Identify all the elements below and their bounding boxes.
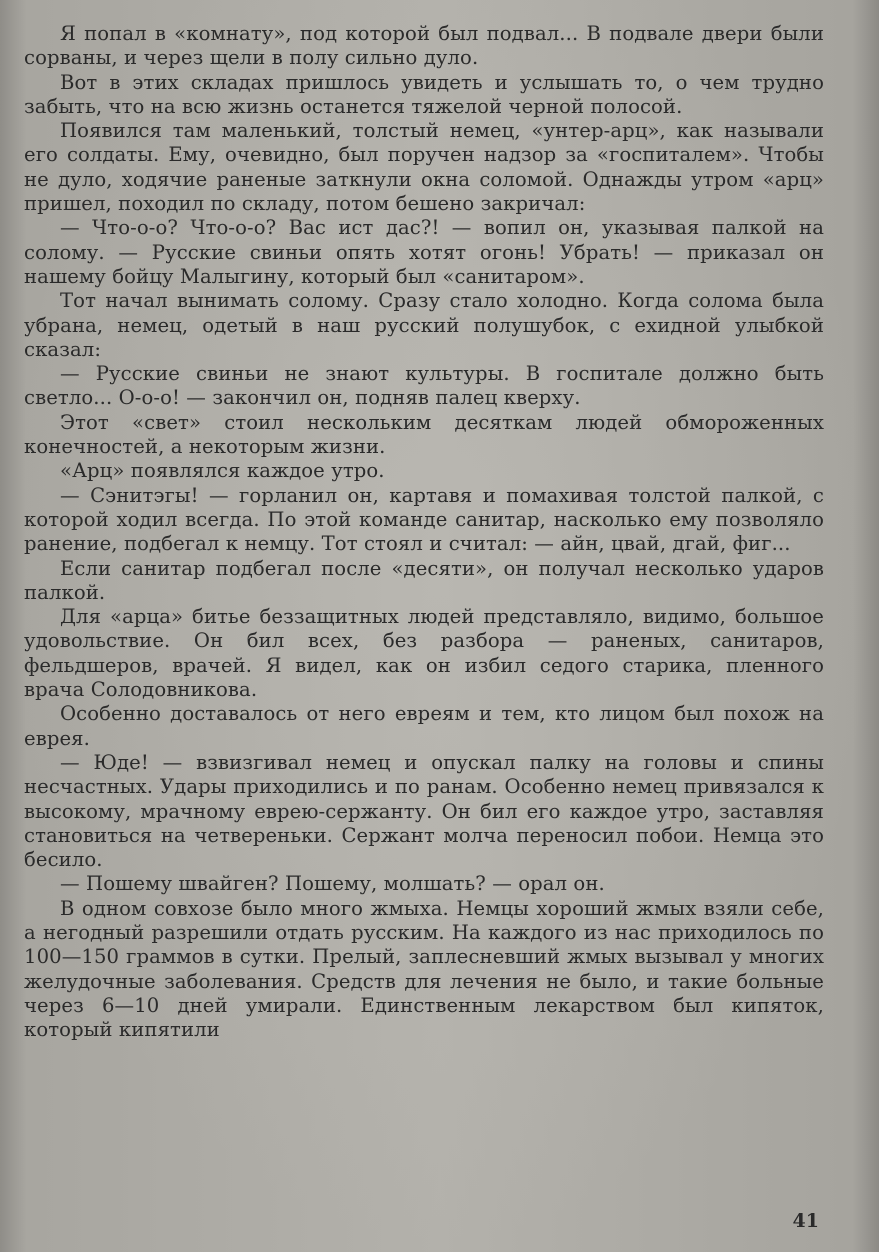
paragraph: — Пошему швайген? Пошему, молшать? — орал он. [60, 872, 605, 896]
paragraph: — Юде! — взвизгивал немец и опускал палку на головы и спины несчастных. Удары приходились и по ранам. Особенно немец привязался к высокому, мрачному еврею-сержанту. Он бил его каждое утро, заставляя становиться на четвереньки. Сержант молча переносил побои. Немца это бесило. [24, 750, 824, 872]
paragraph: — Русские свиньи не знают культуры. В госпитале должно быть светло... О-о-о! — закончил он, подняв палец кверху. [24, 362, 824, 410]
paragraph: Вот в этих складах пришлось увидеть и услышать то, о чем трудно забыть, что на всю жизнь останется тяжелой черной полосой. [24, 70, 824, 118]
paragraph: «Арц» появлялся каждое утро. [60, 459, 385, 483]
paragraph: Этот «свет» стоил нескольким десяткам людей обмороженных конечностей, а некоторым жизни. [24, 410, 824, 459]
paragraph: Тот начал вынимать солому. Сразу стало холодно. Когда солома была убрана, немец, одетый в наш русский полушубок, с ехидной улыбкой сказал: [24, 289, 824, 361]
paragraph: В одном совхозе было много жмыха. Немцы хороший жмых взяли себе, а негодный разрешили отдать русским. На каждого из нас приходилось по 100—150 граммов в сутки. Прелый, заплесневший жмых вызывал у многих желудочные заболевания. Средств для лечения не было, и такие больные через 6—10 дней умирали. Единственным лекарством был кипяток, который кипятили [24, 896, 824, 1042]
paragraph: Для «арца» битье беззащитных людей представляло, видимо, большое удовольствие. Он бил всех, без разбора — раненых, санитаров, фельдшеров, врачей. Я видел, как он избил седого старика, пленного врача Солодовникова. [24, 605, 824, 702]
paragraph: — Что-о-о? Что-о-о? Вас ист дас?! — вопил он, указывая палкой на солому. — Русские свиньи опять хотят огонь! Убрать! — приказал он нашему бойцу Малыгину, который был «санитаром». [24, 216, 824, 288]
paragraph: — Сэнитэгы! — горланил он, картавя и помахивая толстой палкой, с которой ходил всегда. По этой команде санитар, насколько ему позволяло ранение, подбегал к немцу. Тот стоял и считал: — айн, цвай, дгай, фиг... [24, 483, 824, 556]
paragraph: Если санитар подбегал после «десяти», он получал несколько ударов палкой. [24, 556, 824, 604]
paragraph: Появился там маленький, толстый немец, «унтер-арц», как называли его солдаты. Ему, очевидно, был поручен надзор за «госпиталем». Чтобы не дуло, ходячие раненые заткнули окна соломой. Однажды утром «арц» пришел, походил по складу, потом бешено закричал: [24, 119, 824, 216]
page-text [24, 22, 824, 1042]
page-number: 41 [792, 1210, 819, 1232]
paragraph: Я попал в «комнату», под которой был подвал... В подвале двери были сорваны, и через щели в полу сильно дуло. [24, 22, 824, 70]
paragraph: Особенно доставалось от него евреям и тем, кто лицом был похож на еврея. [24, 702, 824, 750]
